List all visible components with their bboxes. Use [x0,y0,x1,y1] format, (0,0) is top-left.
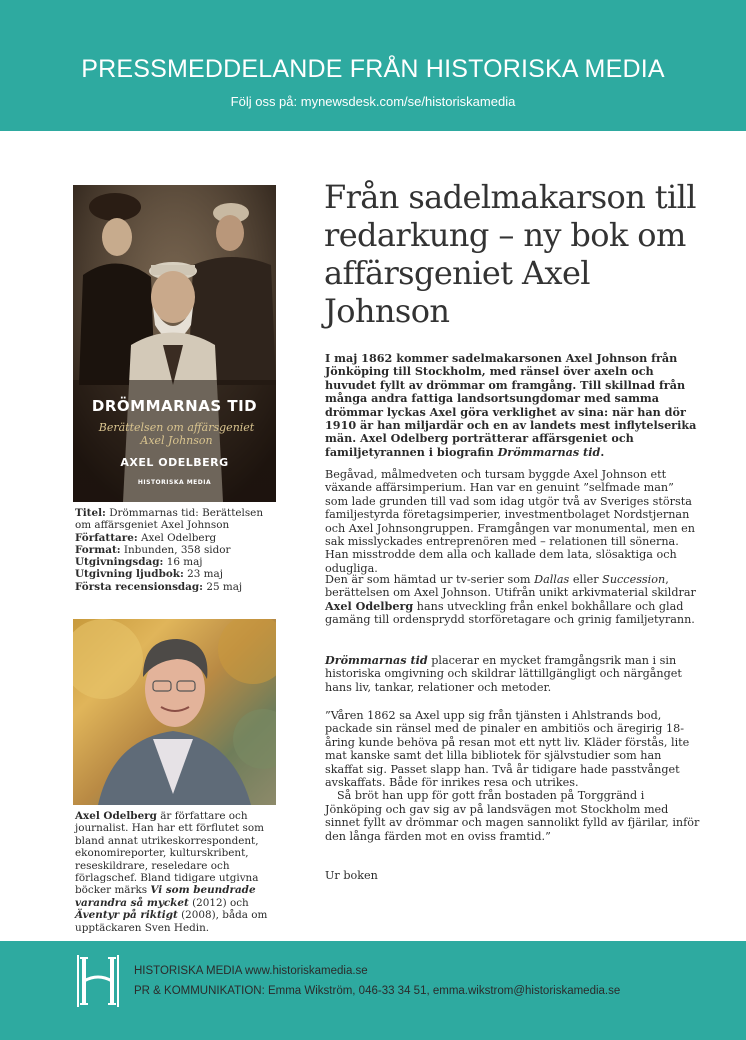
historiska-media-logo [77,955,119,1007]
meta-format: Format: Inbunden, 358 sidor [75,543,231,556]
cover-photo-illustration [73,185,276,502]
follow-link[interactable]: Följ oss på: mynewsdesk.com/se/historiskamedia [230,94,516,109]
body-paragraph-2: Begåvad, målmedveten och tursam byggde Axel Johnson ett växande affärsimperium. Han var en genuint ”selfmade man” som lade grunden till vad som idag utgör två av Sveriges största familjestyrda företagsimperier, investmentbolaget Nordstjernan och Axel Johnsongruppen. Framgången var monumental, men en sak misslyckades entreprenören med – relationen till sönerna. Han misstrodde dem alla och kallade dem lata, slösaktiga och odugliga. [325,468,695,575]
footer-brand-line: HISTORISKA MEDIA www.historiskamedia.se [134,965,368,977]
lead-paragraph: I maj 1862 kommer sadelmakarsonen Axel Johnson från Jönköping till Stockholm, med ränsel över axeln och huvudet fyllt av drömmar om framgång. Till skillnad från många andra fattiga landsortsungdomar med samma drömmar lyckas Axel göra verklighet av sina: när han dör 1910 är han miljardär och en av landets mest inflytelserika män. Axel Odelberg porträtterar affärsgeniet och familjetyrannen i biografin Drömmarnas tid. [325,351,697,459]
cover-subtitle: Berättelsen om affärsgeniet Axel Johnson [98,421,255,447]
meta-release-date: Utgivningsdag: 16 maj [75,556,203,569]
cover-publisher: HISTORISKA MEDIA [137,479,212,486]
footer-contact-line: PR & KOMMUNIKATION: Emma Wikström, 046-33 34 51, emma.wikstrom@historiskamedia.se [134,985,621,997]
meta-author: Författare: Axel Odelberg [75,531,217,544]
meta-review-date: Första recensionsdag: 25 maj [75,580,243,593]
book-cover [73,185,276,502]
article-headline: Från sadelmakarson till redarkung – ny bok om affärsgeniet Axel Johnson [324,178,696,330]
press-header [0,0,746,131]
body-paragraph-4: Drömmarnas tid placerar en mycket framgångsrik man i sin historiska omgivning och skildrar lättillgängligt och närgånget hans liv, tankar, relationer och metoder. [325,653,682,694]
author-photo-illustration [73,619,276,805]
meta-audiobook-date: Utgivning ljudbok: 23 maj [75,568,223,581]
author-bio: Axel Odelberg är författare och journalist. Han har ett förflutet som bland annat utrikeskorrespondent, ekonomireporter, kulturskribent, reseskildrare, reseledare och förlagschef. Bland tidigare utgivna böcker märks Vi som beundrade varandra så mycket (2012) och Äventyr på riktigt (2008), båda om upptäckaren Sven Hedin. [75,810,268,934]
book-metadata [75,507,280,593]
footer-website-link[interactable]: www.historiskamedia.se [241,965,368,977]
meta-title: Titel: Drömmarnas tid: Berättelsen om affärsgeniet Axel Johnson [75,507,264,532]
press-title: PRESSMEDDELANDE FRÅN HISTORISKA MEDIA [81,55,665,83]
cover-author: AXEL ODELBERG [120,456,229,469]
quote-source: Ur boken [325,869,378,882]
author-photo [73,619,276,805]
quote-paragraph: ”Våren 1862 sa Axel upp sig från tjänsten i Ahlstrands bod, packade sin ränsel med de pinaler en ambitiös och äregirig 18-åring kunde behöva på resan mot ett nytt liv. Kläder förstås, lite mat kanske samt det lilla bibliotek för självstudier som han skaffat sig. Passet slapp han. Två år tidigare hade passtvånget avskaffats. Både för inrikes resa och utrikes. Så bröt han upp för gott från bostaden på Torggränd i Jönköping och gav sig av på landsvägen mot Stockholm med sinnet fyllt av drömmar och magen sannolikt fylld av fjärilar, inför den långa färden mot en oviss framtid.” [325,709,700,843]
body-paragraph-3: Den är som hämtad ur tv-serier som Dallas eller Succession, berättelsen om Axel Johnson. Utifrån unikt arkivmaterial skildrar Axel Odelberg hans utveckling från enkel bokhållare och glad gamäng till ordensprydd storföretagare och grinig familjetyrann. [325,573,696,627]
cover-title: DRÖMMARNAS TID [91,397,258,415]
